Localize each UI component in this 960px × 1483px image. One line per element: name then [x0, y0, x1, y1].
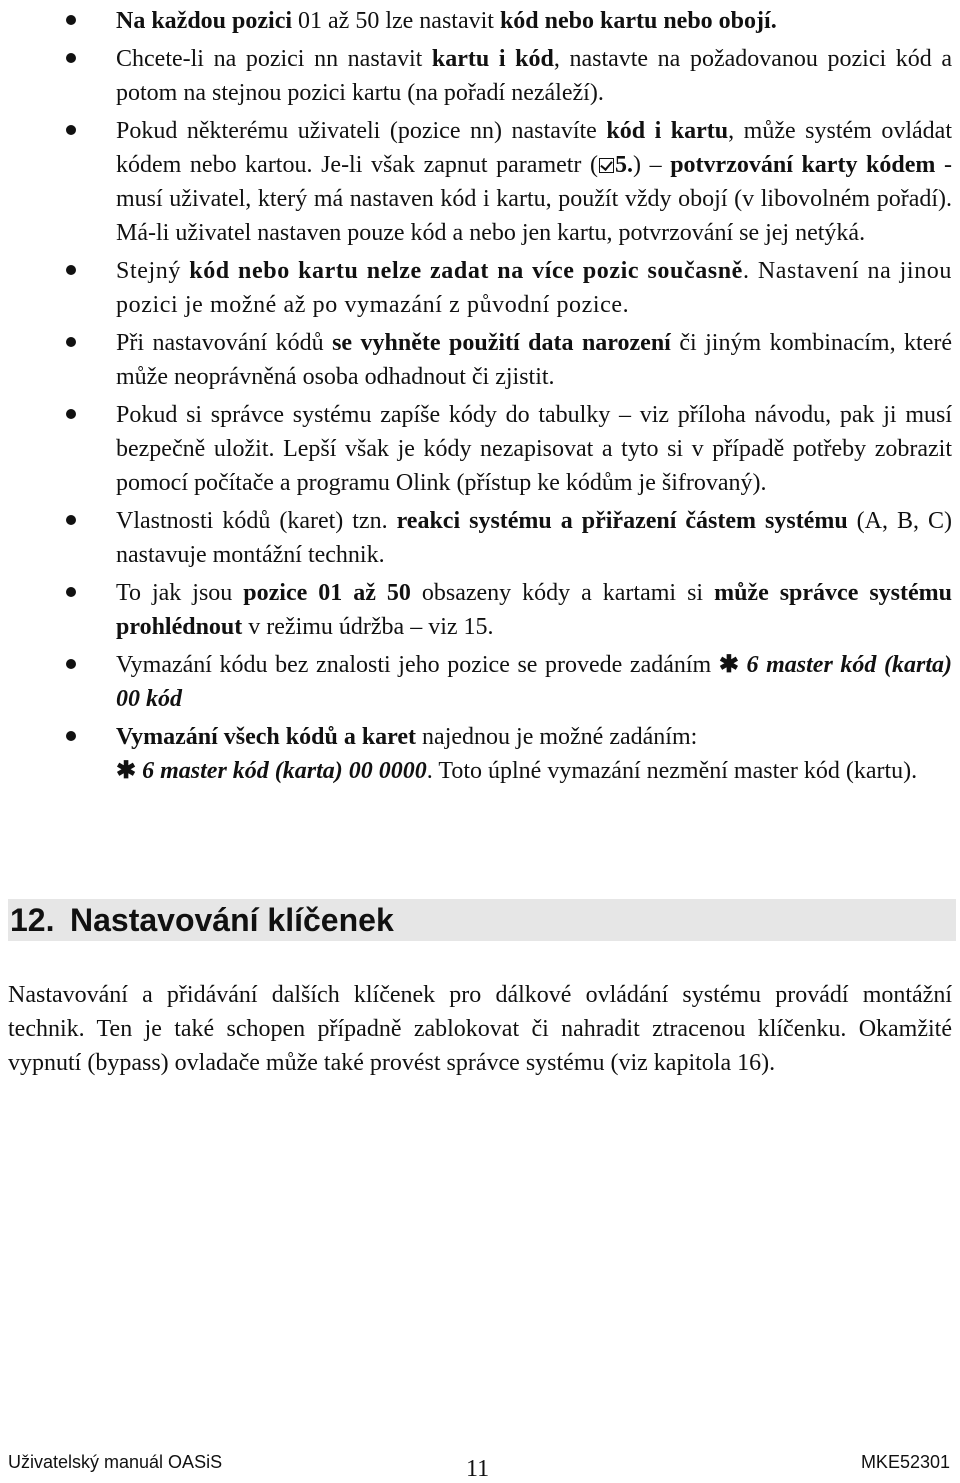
bullet-text-run: obsazeny kódy a kartami si	[410, 580, 715, 606]
bullet-text-run: Vymazání kódu bez znalosti jeho pozice se provede zadáním	[116, 652, 719, 678]
bullet-dot-icon	[66, 587, 76, 597]
bullet-text-run: či jiným kombinacím, které může neoprávněná osoba odhadnout či zjistit.	[116, 330, 953, 390]
section-heading	[8, 899, 956, 941]
bullet-item	[0, 398, 960, 500]
bullet-item	[0, 504, 960, 572]
bullet-text-run: se vyhněte použití data narození	[332, 330, 671, 356]
bullet-text-run: ) –	[633, 152, 671, 178]
footer-manual-title: Uživatelský manuál OASiS	[8, 1452, 223, 1472]
bullet-dot-icon	[66, 409, 76, 419]
bullet-text-run: To jak jsou	[116, 580, 244, 606]
bullet-text-run: může správce systému prohlédnout	[116, 580, 953, 640]
bullet-text-run: kód nebo kartu nebo obojí.	[499, 8, 777, 34]
bullet-text-run: Při nastavování kódů	[116, 330, 333, 356]
bullet-dot-icon	[66, 731, 76, 741]
bullet-dot-icon	[66, 515, 76, 525]
bullet-item	[0, 720, 960, 788]
section-number: 12.	[10, 902, 55, 938]
bullet-list	[0, 4, 960, 788]
asterisk-icon: ✱	[116, 758, 137, 784]
bullet-text-run: Na každou pozici	[116, 8, 293, 34]
bullet-item	[0, 114, 960, 250]
footer-document-code: MKE52301	[860, 1452, 950, 1472]
bullet-text-run: v režimu údržba – viz 15.	[242, 614, 494, 640]
bullet-text-run: kód nebo kartu nelze zadat na více pozic současně	[189, 258, 743, 284]
bullet-dot-icon	[66, 265, 76, 275]
bullet-text-run: Pokud některému uživateli (pozice nn) nastavíte	[116, 118, 607, 144]
section-paragraph: Nastavování a přidávání dalších klíčenek pro dálkové ovládání systému provádí montážní technik. Ten je také schopen případně zablokovat či nahradit ztracenou klíčenku. Okamžité vypnutí (bypass) ovladače může také provést správce systému (viz kapitola 16).	[8, 982, 952, 1076]
bullet-text-run: Vlastnosti kódů (karet) tzn.	[116, 508, 397, 534]
bullet-text-run: kartu i kód	[431, 46, 554, 72]
bullet-dot-icon	[66, 337, 76, 347]
bullet-text-run: (A, B, C) nastavuje montážní technik.	[116, 508, 952, 568]
bullet-dot-icon	[66, 659, 76, 669]
bullet-dot-icon	[66, 53, 76, 63]
bullet-text-run: reakci systému a přiřazení částem systému	[396, 508, 848, 534]
bullet-text-run: . Toto úplné vymazání nezmění master kód (kartu).	[426, 758, 918, 784]
bullet-text-run: potvrzování karty kódem	[670, 152, 936, 178]
footer-page-number: 11	[466, 1456, 490, 1482]
bullet-dot-icon	[66, 125, 76, 135]
bullet-text-run: 6 master kód (karta) 00 kód	[116, 652, 952, 712]
bullet-item	[0, 42, 960, 110]
bullet-item	[0, 648, 960, 716]
bullet-item	[0, 4, 960, 38]
bullet-text-run: pozice 01 až 50	[243, 580, 411, 606]
bullet-text-run: , může systém ovládat kódem nebo kartou. Je-li však zapnut parametr (	[116, 118, 952, 178]
bullet-text-run: Chcete-li na pozici nn nastavit	[116, 46, 432, 72]
asterisk-icon: ✱	[718, 652, 739, 678]
bullet-item	[0, 576, 960, 644]
bullet-text-run: . Nastavení na jinou pozici je možné až po vymazání z původní pozice.	[116, 258, 952, 318]
bullet-text-run: kód i kartu	[606, 118, 729, 144]
section-title: Nastavování klíčenek	[70, 902, 394, 938]
bullet-item	[0, 326, 960, 394]
bullet-item	[0, 254, 960, 322]
checkbox-icon	[599, 158, 614, 173]
bullet-dot-icon	[66, 15, 76, 25]
bullet-text-run: najednou je možné zadáním:	[416, 724, 698, 750]
bullet-text-run: 5.	[615, 152, 634, 178]
bullet-text-run: 01 až 50 lze nastavit	[292, 8, 500, 34]
bullet-text-run: - musí uživatel, který má nastaven kód i kartu, použít vždy obojí (v libovolném pořadí). Má-li uživatel nastaven pouze kód a nebo jen kartu, potvrzování se jej netýká.	[116, 152, 952, 246]
bullet-text-run: , nastavte na požadovanou pozici kód a potom na stejnou pozici kartu (na pořadí nezáleží).	[116, 46, 952, 106]
bullet-text-run: 6 master kód (karta) 00 0000	[136, 758, 427, 784]
bullet-text-run: Vymazání všech kódů a karet	[116, 724, 417, 750]
bullet-text-run: Pokud si správce systému zapíše kódy do tabulky – viz příloha návodu, pak ji musí bezpečně uložit. Lepší však je kódy nezapisovat a tyto si v případě potřeby zobrazit pomocí počítače a programu Olink (přístup ke kódům je šifrovaný).	[116, 402, 952, 496]
bullet-text-run: Stejný	[116, 258, 190, 284]
